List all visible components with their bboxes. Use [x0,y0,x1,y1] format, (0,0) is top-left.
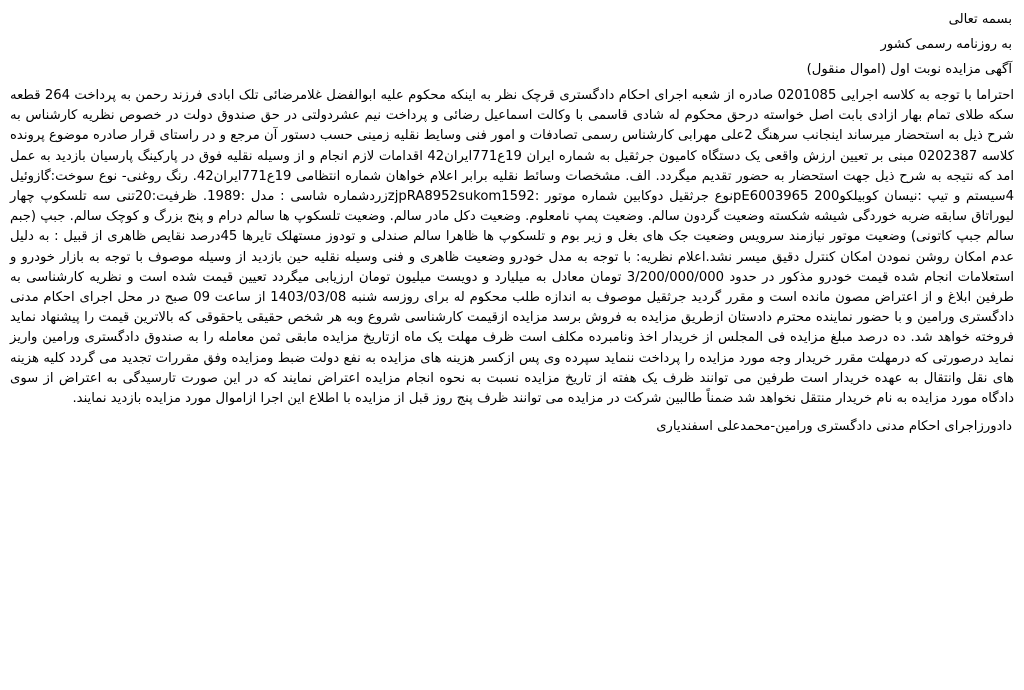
document-signature: دادورزاجرای احکام مدنی دادگستری ورامین-محمدعلی اسفندیاری [656,419,1012,435]
document-recipient: به روزنامه رسمی کشور [880,37,1012,52]
document-title: آگهی مزایده نوبت اول (اموال منقول) [806,62,1012,77]
document-basmala: بسمه تعالی [948,12,1012,27]
document-page [10,6,1014,437]
document-body: احتراما با توجه به کلاسه اجرایی 0201085 صادره از شعبه اجرای احکام دادگستری قرچک نظر به اینکه محکوم علیه ابوالفضل غلامرضائی تلک ابادی فرزند رحمن به پرداخت 264 قطعه سکه طلای تمام بهار ازادی بابت اصل خواسته درحق محکوم له شادی قاسمی با وکالت اسماعیل رضائی و پرداخت نیم عشردولتی در حق صندوق دولت در خصوص نظریه کارشناس به شرح ذیل به استحضار میرساند اینجانب سرهنگ 2علی مهرابی کارشناس رسمی تصادفات و امور فنی وسایط نقلیه زمینی حسب دستور آن مرجع و در راستای قرار صادره موضوع پرونده کلاسه 0202387 مبنی بر تعیین ارزش واقعی یک دستگاه کامیون جرثقیل به شماره ایران 19ع771ایران42 اقدامات لازم انجام و از وسیله نقلیه فوق در پارکینگ پارسیان بازدید به عمل امد که نتیجه به شرح ذیل جهت استحضار به حضور تقدیم میگردد. الف. مشخصات وسائط نقلیه برابر اعلام خواهان شماره انتظامی 19ع771ایران42. رنگ روغنی- نوع سوخت:گازوئیل 4سیستم و تیپ :نیسان کوبیلکو200 pE6003965نوع جرثقیل دوکابین شماره موتور :zjpRA8952sukom1592زردشماره شاسی : مدل :1989. ظرفیت:20تنی سه تلسکوپ چهار لیوراتاق سابقه ضربه خوردگی شیشه شکسته وضعیت گردون سالم. وضعیت پمپ نامعلوم. وضعیت دکل مادر سالم. وضعیت تلسکوپ ها سالم درام و پنج بزرگ و کوچک سالم. جبپ (جبم سالم جبپ کاتونی) وضعیت موتور نیازمند سرویس وضعیت جک های بغل و زیر بوم و تلسکوپ ها ظاهرا سالم صندلی و تودوز مستهلک تایرها 45درصد نقایص ظاهری از قبیل : به دلیل عدم امکان روشن نمودن امکان کنترل دقیق میسر نشد.اعلام نظریه: با توجه به مدل خودرو وضعیت ظاهری و فنی وسیله نقلیه حین بازدید از وسیله موصوف با توجه به بازار خودرو و استعلامات انجام شده قیمت خودرو مذکور در حدود 3/200/000/000 تومان معادل به میلیارد و دویست میلیون تومان ارزیابی میگردد تعیین قیمت شده است و نظریه کارشناسی به طرفین ابلاغ و از اعتراض مصون مانده است و مقرر گردید جرثقیل موصوف به اندازه طلب محکوم له برای روزسه شنبه 1403/03/08 از ساعت 09 صبح در محل اجرای احکام مدنی دادگستری ورامین و با حضور نماینده محترم دادستان ازطریق مزایده به فروش برسد مزایده ازقیمت کارشناسی شروع وبه هر شخص حقیقی یاحقوقی که بالاترین قیمت را پیشنهاد نماید فروخته خواهد شد. ده درصد مبلغ مزایده فی المجلس از خریدار اخذ ونامبرده مکلف است ظرف مهلت یک ماه ازتاریخ مزایده مابقی ثمن معامله را به صندوق دادگستری ورامین واریز نماید درصورتی که درمهلت مقرر خریدار وجه مورد مزایده را پرداخت ننماید سپرده وی پس ازکسر هزینه های مزایده به نفع دولت ضبط ومزایده وفق مقررات تجدید می گردد کلیه هزینه های نقل وانتقال به عهده خریدار است طرفین می توانند ظرف یک هفته از تاریخ مزایده نسبت به نحوه انجام مزایده اعتراض نمایند که در این صورت تارسیدگی به اعتراض از سوی دادگاه مورد مزایده به نام خریدار منتقل نخواهد شد ضمناً طالبین شرکت در مزایده می توانند ظرف پنج روز قبل از مزایده با اطلاع این اجرا ازاموال مورد مزایده بازدید نمایند. [10,88,1015,407]
